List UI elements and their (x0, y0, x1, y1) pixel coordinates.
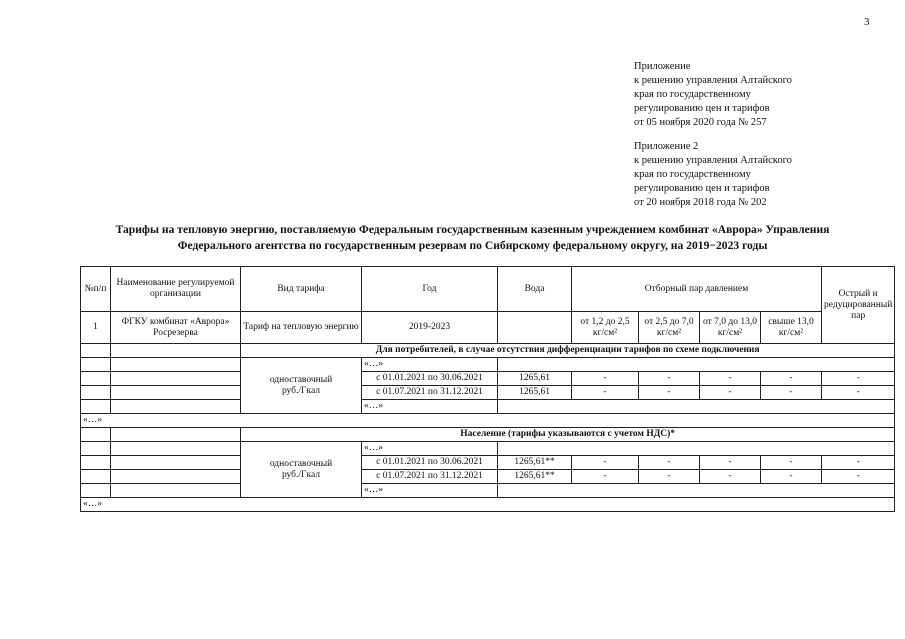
water-value: 1265,61 (498, 386, 572, 400)
dash-cell: - (572, 372, 639, 386)
appendix-line: края по государственному (634, 169, 751, 180)
water-value: 1265,61 (498, 372, 572, 386)
dash-cell: - (700, 372, 761, 386)
dash-cell: - (639, 456, 700, 470)
ellipsis-cell: «…» (362, 400, 498, 414)
dash-cell: - (822, 470, 895, 484)
dash-cell: - (572, 386, 639, 400)
empty-cell (111, 442, 241, 456)
pressure-header: от 1,2 до 2,5 кг/см² (572, 312, 639, 344)
document-title (40, 222, 905, 254)
empty-cell (81, 456, 111, 470)
dash-cell: - (700, 386, 761, 400)
tariff-table (80, 266, 895, 512)
header-water: Вода (498, 267, 572, 312)
org-row-num: 1 (81, 312, 111, 344)
empty-cell (111, 372, 241, 386)
empty-cell (111, 456, 241, 470)
tariff-type-label: одноставочный (269, 374, 333, 385)
tariff-type-cell (241, 442, 362, 498)
appendix-line: регулированию цен и тарифов (634, 103, 770, 114)
dash-cell: - (761, 386, 822, 400)
ellipsis-row: «…» (81, 414, 895, 428)
appendix-original (634, 140, 792, 210)
empty-cell (111, 400, 241, 414)
empty-cell (498, 400, 895, 414)
title-line: Федерального агентства по государственным резервам по Сибирскому федеральному округу, на 2019−2023 годы (177, 239, 768, 252)
empty-cell (81, 442, 111, 456)
title-line: Тарифы на тепловую энергию, поставляемую Федеральным государственным казенным учреждением комбинат «Аврора» Управления (115, 223, 830, 236)
pressure-header: от 7,0 до 13,0 кг/см² (700, 312, 761, 344)
dash-cell: - (761, 372, 822, 386)
appendix-line: регулированию цен и тарифов (634, 183, 770, 194)
appendix-current (634, 60, 792, 130)
appendix-line: к решению управления Алтайского (634, 155, 792, 166)
appendix-line: края по государственному (634, 89, 751, 100)
appendix-title: Приложение (634, 61, 691, 72)
ellipsis-cell: «…» (362, 484, 498, 498)
empty-cell (111, 358, 241, 372)
dash-cell: - (822, 456, 895, 470)
period-cell: с 01.07.2021 по 31.12.2021 (362, 386, 498, 400)
ellipsis-cell: «…» (362, 358, 498, 372)
appendix-line: от 05 ноября 2020 года № 257 (634, 117, 767, 128)
org-water-cell (498, 312, 572, 344)
pressure-header: свыше 13,0 кг/см² (761, 312, 822, 344)
page-number: 3 (864, 16, 870, 28)
dash-cell: - (639, 372, 700, 386)
dash-cell: - (761, 470, 822, 484)
ellipsis-row: «…» (81, 498, 895, 512)
dash-cell: - (822, 372, 895, 386)
dash-cell: - (572, 456, 639, 470)
water-value: 1265,61** (498, 456, 572, 470)
appendix-title: Приложение 2 (634, 141, 699, 152)
dash-cell: - (700, 470, 761, 484)
empty-cell (111, 344, 241, 358)
header-tariff-type: Вид тарифа (241, 267, 362, 312)
header-sharp-steam: Острый и редуцированный пар (822, 267, 895, 344)
empty-cell (81, 470, 111, 484)
empty-cell (111, 470, 241, 484)
dash-cell: - (639, 386, 700, 400)
empty-cell (81, 344, 111, 358)
org-tariff-type: Тариф на тепловую энергию (241, 312, 362, 344)
tariff-unit-label: руб./Гкал (281, 469, 321, 480)
empty-cell (111, 386, 241, 400)
empty-cell (498, 484, 895, 498)
empty-cell (81, 358, 111, 372)
ellipsis-cell: «…» (362, 442, 498, 456)
empty-cell (81, 386, 111, 400)
section-title: Для потребителей, в случае отсутствия дифференциации тарифов по схеме подключения (241, 344, 895, 358)
empty-cell (498, 442, 895, 456)
tariff-unit-label: руб./Гкал (281, 385, 321, 396)
period-cell: с 01.07.2021 по 31.12.2021 (362, 470, 498, 484)
period-cell: с 01.01.2021 по 30.06.2021 (362, 456, 498, 470)
period-cell: с 01.01.2021 по 30.06.2021 (362, 372, 498, 386)
pressure-header: от 2,5 до 7,0 кг/см² (639, 312, 700, 344)
header-steam: Отборный пар давлением (572, 267, 822, 312)
header-num: №п/п (81, 267, 111, 312)
appendix-line: от 20 ноября 2018 года № 202 (634, 197, 767, 208)
appendix-line: к решению управления Алтайского (634, 75, 792, 86)
org-name: ФГКУ комбинат «Аврора» Росрезерва (111, 312, 241, 344)
header-year: Год (362, 267, 498, 312)
header-org: Наименование регулируемой организации (111, 267, 241, 312)
empty-cell (111, 428, 241, 442)
dash-cell: - (761, 456, 822, 470)
empty-cell (111, 484, 241, 498)
empty-cell (81, 372, 111, 386)
empty-cell (81, 484, 111, 498)
empty-cell (81, 400, 111, 414)
section-title: Население (тарифы указываются с учетом НДС)* (241, 428, 895, 442)
dash-cell: - (639, 470, 700, 484)
water-value: 1265,61** (498, 470, 572, 484)
dash-cell: - (700, 456, 761, 470)
org-year: 2019-2023 (362, 312, 498, 344)
empty-cell (498, 358, 895, 372)
dash-cell: - (572, 470, 639, 484)
tariff-type-cell (241, 358, 362, 414)
tariff-type-label: одноставочный (269, 458, 333, 469)
dash-cell: - (822, 386, 895, 400)
empty-cell (81, 428, 111, 442)
